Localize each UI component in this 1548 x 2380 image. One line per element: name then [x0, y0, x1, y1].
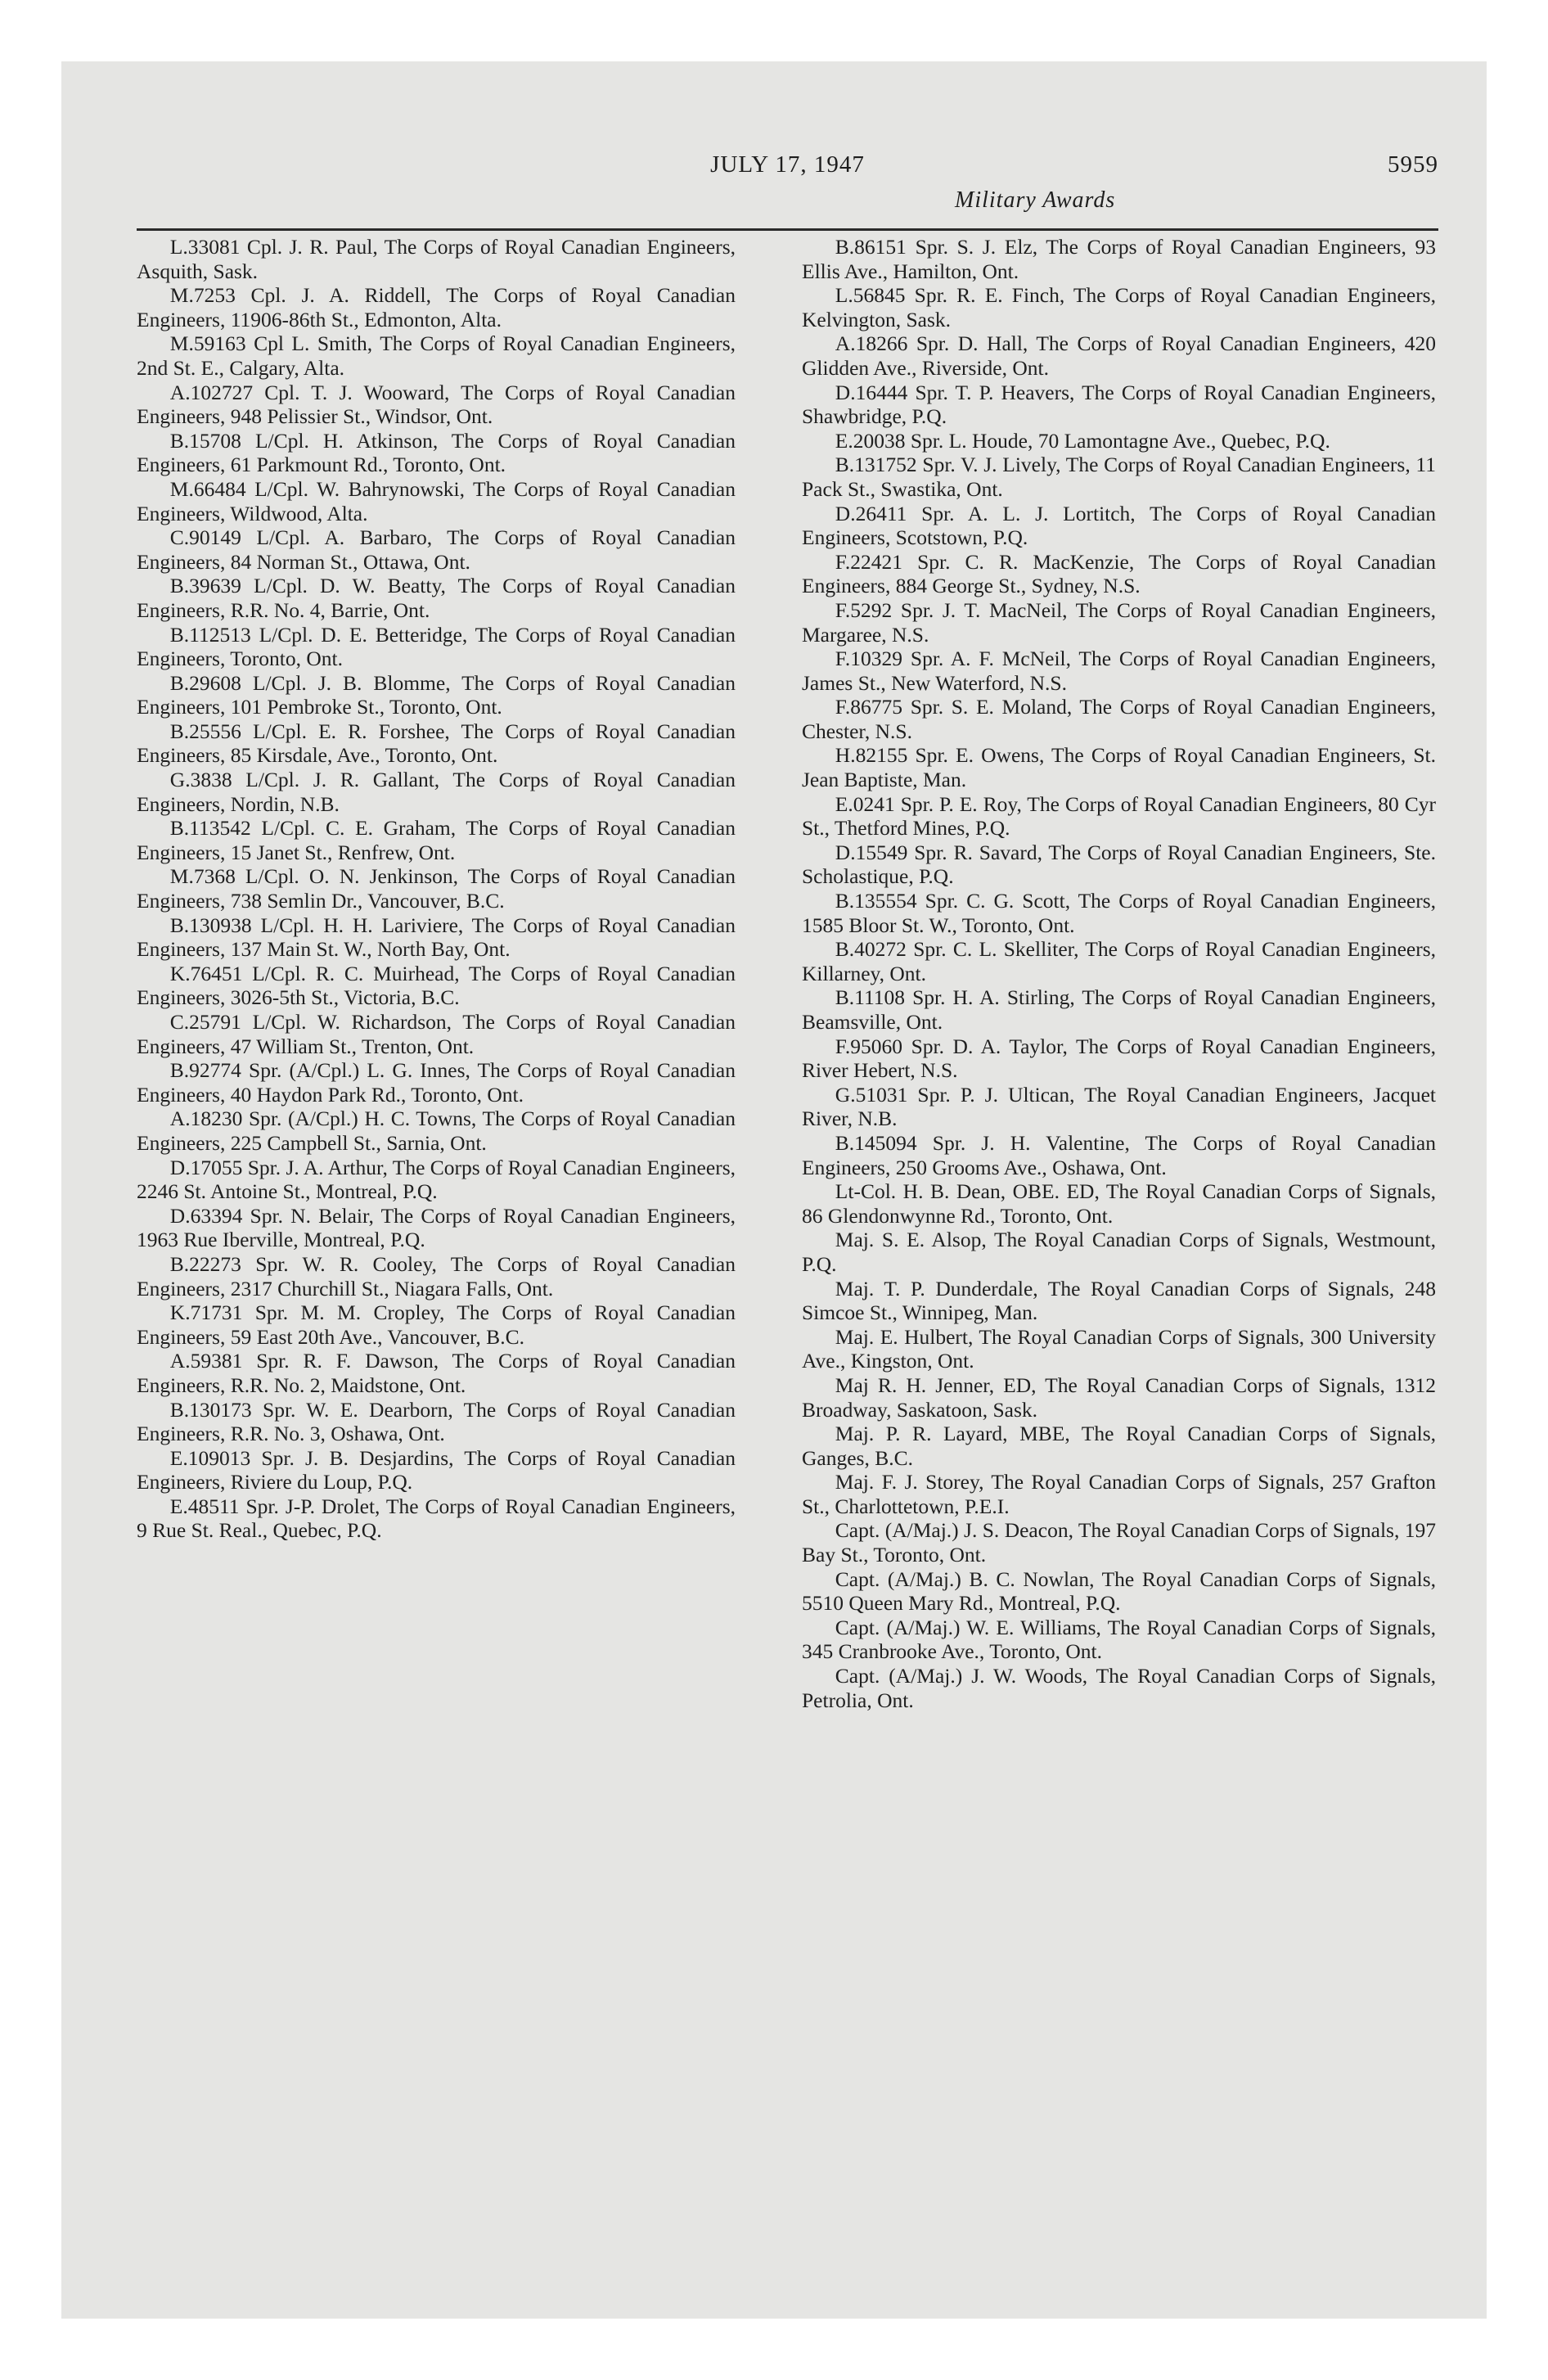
- document-page: [61, 61, 1487, 2319]
- award-entry: C.25791 L/Cpl. W. Richardson, The Corps of Royal Canadian Engineers, 47 William St., Trenton, Ont.: [137, 1010, 736, 1058]
- award-entry: M.59163 Cpl L. Smith, The Corps of Royal Canadian Engineers, 2nd St. E., Calgary, Alta.: [137, 331, 736, 380]
- award-entry: F.5292 Spr. J. T. MacNeil, The Corps of Royal Canadian Engineers, Margaree, N.S.: [802, 597, 1436, 647]
- award-entry: L.56845 Spr. R. E. Finch, The Corps of Royal Canadian Engineers, Kelvington, Sask.: [802, 283, 1436, 331]
- award-entry: B.25556 L/Cpl. E. R. Forshee, The Corps of Royal Canadian Engineers, 85 Kirsdale, Ave., Toronto, Ont.: [137, 719, 736, 768]
- award-entry: K.76451 L/Cpl. R. C. Muirhead, The Corps of Royal Canadian Engineers, 3026-5th St., Victoria, B.C.: [137, 961, 736, 1010]
- award-entry: Capt. (A/Maj.) B. C. Nowlan, The Royal Canadian Corps of Signals, 5510 Queen Mary Rd., Montreal, P.Q.: [802, 1566, 1436, 1616]
- award-entry: Capt. (A/Maj.) W. E. Williams, The Royal Canadian Corps of Signals, 345 Cranbrooke Ave., Toronto, Ont.: [802, 1615, 1436, 1664]
- award-entry: B.15708 L/Cpl. H. Atkinson, The Corps of Royal Canadian Engineers, 61 Parkmount Rd., Toronto, Ont.: [137, 428, 736, 477]
- award-entry: E.20038 Spr. L. Houde, 70 Lamontagne Ave., Quebec, P.Q.: [835, 428, 1330, 453]
- award-entry: F.22421 Spr. C. R. MacKenzie, The Corps of Royal Canadian Engineers, 884 George St., Sydney, N.S.: [802, 549, 1436, 598]
- left-column: [137, 235, 736, 1543]
- award-entry: B.39639 L/Cpl. D. W. Beatty, The Corps of Royal Canadian Engineers, R.R. No. 4, Barrie, Ont.: [137, 574, 736, 622]
- right-column: [802, 235, 1436, 1712]
- award-entry: B.29608 L/Cpl. J. B. Blomme, The Corps of Royal Canadian Engineers, 101 Pembroke St., Toronto, Ont.: [137, 670, 736, 719]
- award-entry: B.130173 Spr. W. E. Dearborn, The Corps of Royal Canadian Engineers, R.R. No. 3, Oshawa, Ont.: [137, 1397, 736, 1446]
- award-entry: D.63394 Spr. N. Belair, The Corps of Royal Canadian Engineers, 1963 Rue Iberville, Montreal, P.Q.: [137, 1203, 736, 1252]
- award-entry: M.66484 L/Cpl. W. Bahrynowski, The Corps of Royal Canadian Engineers, Wildwood, Alta.: [137, 476, 736, 525]
- award-entry: D.26411 Spr. A. L. J. Lortitch, The Corps of Royal Canadian Engineers, Scotstown, P.Q.: [802, 501, 1436, 550]
- award-entry: E.0241 Spr. P. E. Roy, The Corps of Royal Canadian Engineers, 80 Cyr St., Thetford Mines, P.Q.: [802, 791, 1436, 841]
- award-entry: A.18230 Spr. (A/Cpl.) H. C. Towns, The Corps of Royal Canadian Engineers, 225 Campbell St., Sarnia, Ont.: [137, 1107, 736, 1155]
- award-entry: E.48511 Spr. J-P. Drolet, The Corps of Royal Canadian Engineers, 9 Rue St. Real., Quebec, P.Q.: [137, 1494, 736, 1543]
- award-entry: A.18266 Spr. D. Hall, The Corps of Royal Canadian Engineers, 420 Glidden Ave., Riverside, Ont.: [802, 331, 1436, 380]
- award-entry: Maj. F. J. Storey, The Royal Canadian Corps of Signals, 257 Grafton St., Charlottetown, P.E.I.: [802, 1470, 1436, 1518]
- award-entry: L.33081 Cpl. J. R. Paul, The Corps of Royal Canadian Engineers, Asquith, Sask.: [137, 235, 736, 283]
- award-entry: A.102727 Cpl. T. J. Wooward, The Corps of Royal Canadian Engineers, 948 Pelissier St., Windsor, Ont.: [137, 380, 736, 429]
- award-entry: B.22273 Spr. W. R. Cooley, The Corps of Royal Canadian Engineers, 2317 Churchill St., Niagara Falls, Ont.: [137, 1251, 736, 1300]
- page-header: [137, 150, 1438, 231]
- page-number: 5959: [1388, 151, 1438, 178]
- award-entry: B.112513 L/Cpl. D. E. Betteridge, The Corps of Royal Canadian Engineers, Toronto, Ont.: [137, 622, 736, 671]
- award-entry: M.7253 Cpl. J. A. Riddell, The Corps of Royal Canadian Engineers, 11906-86th St., Edmonton, Alta.: [137, 283, 736, 331]
- award-entry: B.92774 Spr. (A/Cpl.) L. G. Innes, The Corps of Royal Canadian Engineers, 40 Haydon Park Rd., Toronto, Ont.: [137, 1058, 736, 1107]
- award-entry: Maj. T. P. Dunderdale, The Royal Canadian Corps of Signals, 248 Simcoe St., Winnipeg, Man.: [802, 1276, 1436, 1325]
- award-entry: B.11108 Spr. H. A. Stirling, The Corps of Royal Canadian Engineers, Beamsville, Ont.: [802, 985, 1436, 1034]
- award-entry: G.3838 L/Cpl. J. R. Gallant, The Corps of Royal Canadian Engineers, Nordin, N.B.: [137, 768, 736, 816]
- section-title: Military Awards: [955, 187, 1116, 213]
- award-entry: B.135554 Spr. C. G. Scott, The Corps of Royal Canadian Engineers, 1585 Bloor St. W., Toronto, Ont.: [802, 889, 1436, 937]
- award-entry: B.113542 L/Cpl. C. E. Graham, The Corps of Royal Canadian Engineers, 15 Janet St., Renfrew, Ont.: [137, 816, 736, 864]
- award-entry: Maj. P. R. Layard, MBE, The Royal Canadian Corps of Signals, Ganges, B.C.: [802, 1422, 1436, 1470]
- award-entry: Maj R. H. Jenner, ED, The Royal Canadian Corps of Signals, 1312 Broadway, Saskatoon, Sask.: [802, 1373, 1436, 1422]
- award-entry: B.145094 Spr. J. H. Valentine, The Corps of Royal Canadian Engineers, 250 Grooms Ave., Oshawa, Ont.: [802, 1130, 1436, 1179]
- award-entry: Capt. (A/Maj.) J. W. Woods, The Royal Canadian Corps of Signals, Petrolia, Ont.: [802, 1664, 1436, 1712]
- award-entry: Capt. (A/Maj.) J. S. Deacon, The Royal Canadian Corps of Signals, 197 Bay St., Toronto, Ont.: [802, 1518, 1436, 1567]
- award-entry: H.82155 Spr. E. Owens, The Corps of Royal Canadian Engineers, St. Jean Baptiste, Man.: [802, 743, 1436, 792]
- award-entry: B.40272 Spr. C. L. Skelliter, The Corps of Royal Canadian Engineers, Killarney, Ont.: [802, 937, 1436, 985]
- award-entry: D.16444 Spr. T. P. Heavers, The Corps of Royal Canadian Engineers, Shawbridge, P.Q.: [802, 380, 1436, 429]
- award-entry: E.109013 Spr. J. B. Desjardins, The Corps of Royal Canadian Engineers, Riviere du Loup, P.Q.: [137, 1445, 736, 1494]
- header-date: JULY 17, 1947: [710, 151, 865, 178]
- award-entry: Maj. E. Hulbert, The Royal Canadian Corps of Signals, 300 University Ave., Kingston, Ont.: [802, 1324, 1436, 1373]
- award-entry: B.131752 Spr. V. J. Lively, The Corps of Royal Canadian Engineers, 11 Pack St., Swastika, Ont.: [802, 453, 1436, 501]
- award-entry: F.86775 Spr. S. E. Moland, The Corps of Royal Canadian Engineers, Chester, N.S.: [802, 695, 1436, 743]
- award-entry: Lt-Col. H. B. Dean, OBE. ED, The Royal Canadian Corps of Signals, 86 Glendonwynne Rd., Toronto, Ont.: [802, 1179, 1436, 1228]
- award-entry: D.15549 Spr. R. Savard, The Corps of Royal Canadian Engineers, Ste. Scholastique, P.Q.: [802, 840, 1436, 889]
- award-entry: A.59381 Spr. R. F. Dawson, The Corps of Royal Canadian Engineers, R.R. No. 2, Maidstone, Ont.: [137, 1349, 736, 1397]
- award-entry: G.51031 Spr. P. J. Ultican, The Royal Canadian Engineers, Jacquet River, N.B.: [802, 1082, 1436, 1131]
- award-entry: Maj. S. E. Alsop, The Royal Canadian Corps of Signals, Westmount, P.Q.: [802, 1228, 1436, 1276]
- award-entry: D.17055 Spr. J. A. Arthur, The Corps of Royal Canadian Engineers, 2246 St. Antoine St., Montreal, P.Q.: [137, 1155, 736, 1204]
- award-entry: F.10329 Spr. A. F. McNeil, The Corps of Royal Canadian Engineers, James St., New Waterford, N.S.: [802, 647, 1436, 695]
- award-entry: C.90149 L/Cpl. A. Barbaro, The Corps of Royal Canadian Engineers, 84 Norman St., Ottawa, Ont.: [137, 525, 736, 574]
- award-entry: B.86151 Spr. S. J. Elz, The Corps of Royal Canadian Engineers, 93 Ellis Ave., Hamilton, Ont.: [802, 235, 1436, 283]
- award-entry: B.130938 L/Cpl. H. H. Lariviere, The Corps of Royal Canadian Engineers, 137 Main St. W., North Bay, Ont.: [137, 913, 736, 962]
- award-entry: M.7368 L/Cpl. O. N. Jenkinson, The Corps of Royal Canadian Engineers, 738 Semlin Dr., Vancouver, B.C.: [137, 864, 736, 913]
- award-entry: F.95060 Spr. D. A. Taylor, The Corps of Royal Canadian Engineers, River Hebert, N.S.: [802, 1034, 1436, 1083]
- award-entry: K.71731 Spr. M. M. Cropley, The Corps of Royal Canadian Engineers, 59 East 20th Ave., Vancouver, B.C.: [137, 1300, 736, 1349]
